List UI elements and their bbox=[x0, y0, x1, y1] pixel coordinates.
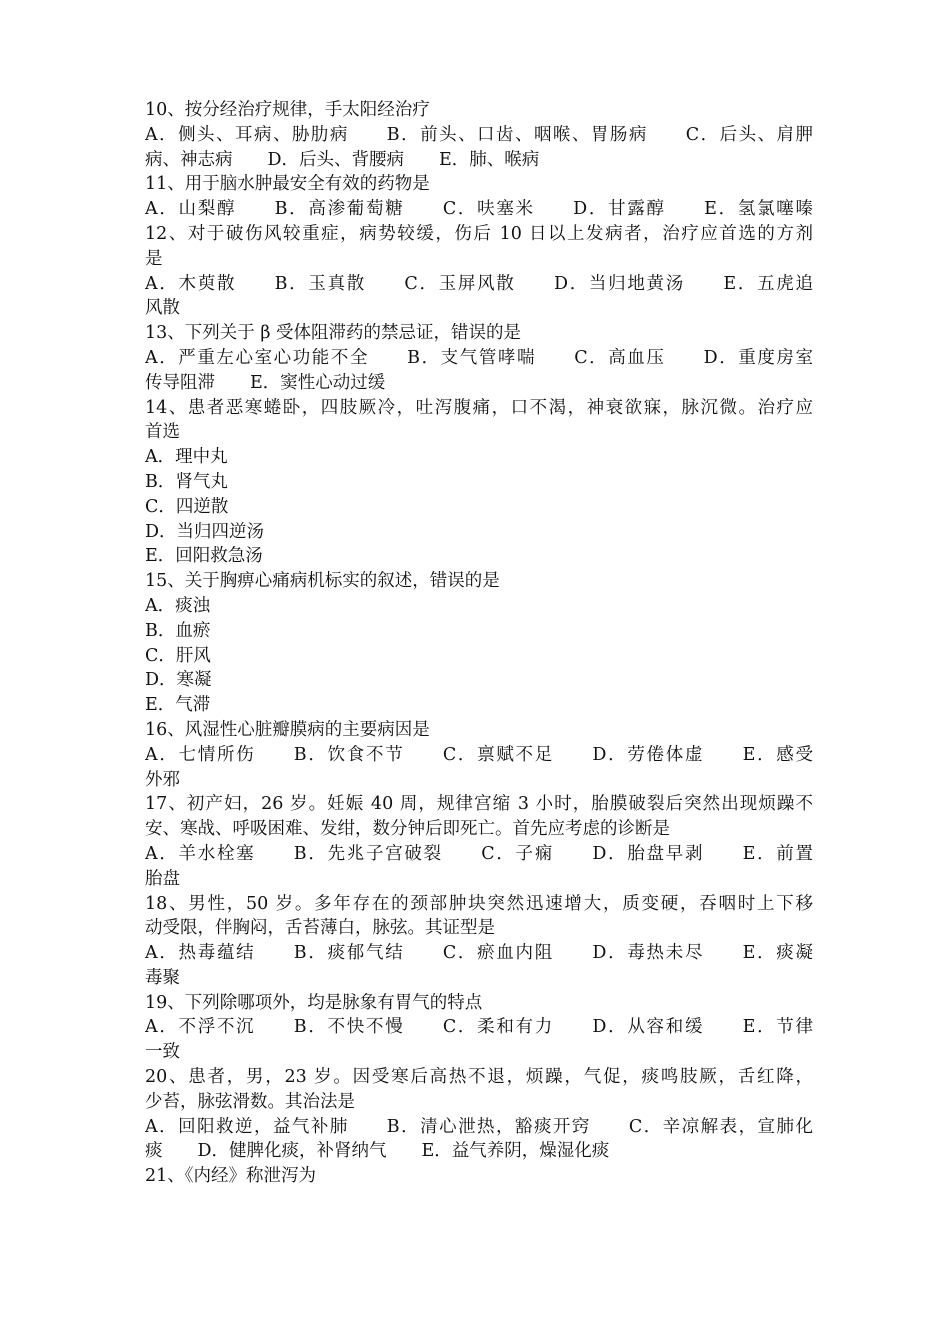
text-line: 15、关于胸痹心痛病机标实的叙述，错误的是 bbox=[145, 571, 500, 592]
text-line: 病、神志病 D．后头、背腰病 E．肺、喉病 bbox=[145, 149, 540, 170]
text-line: 14、患者恶寒蜷卧，四肢厥冷，吐泻腹痛，口不渴，神衰欲寐，脉沉微。治疗应 bbox=[145, 397, 813, 418]
text-line: 20、患者，男，23 岁。因受寒后高热不退，烦躁，气促，痰鸣肢厥，舌红降， bbox=[145, 1067, 813, 1088]
text-line: 17、初产妇，26 岁。妊娠 40 周，规律宫缩 3 小时，胎膜破裂后突然出现烦躁不 bbox=[145, 794, 813, 815]
text-line: C．四逆散 bbox=[145, 496, 229, 517]
text-line: 10、按分经治疗规律，手太阳经治疗 bbox=[145, 100, 430, 120]
text-line: A．羊水栓塞 B．先兆子宫破裂 C．子痫 D．胎盘早剥 E．前置 bbox=[145, 843, 813, 864]
text-line: 胎盘 bbox=[145, 868, 180, 889]
text-line: 毒聚 bbox=[145, 967, 180, 988]
text-line: 少苔，脉弦滑数。其治法是 bbox=[145, 1091, 355, 1112]
text-line: 安、寒战、呼吸困难、发绀，数分钟后即死亡。首先应考虑的诊断是 bbox=[145, 819, 670, 840]
text-line: 19、下列除哪项外，均是脉象有胃气的特点 bbox=[145, 992, 483, 1013]
text-line: D．当归四逆汤 bbox=[145, 521, 265, 542]
text-line: 13、下列关于 β 受体阻滞药的禁忌证，错误的是 bbox=[145, 323, 522, 344]
text-line: A．不浮不沉 B．不快不慢 C．柔和有力 D．从容和缓 E．节律 bbox=[145, 1017, 813, 1038]
text-line: A．侧头、耳病、胁肋病 B．前头、口齿、咽喉、胃肠病 C．后头、肩胛 bbox=[145, 124, 813, 145]
text-line: A．痰浊 bbox=[145, 595, 211, 616]
text-line: A．七情所伤 B．饮食不节 C．禀赋不足 D．劳倦体虚 E．感受 bbox=[145, 744, 813, 765]
document-page bbox=[145, 98, 813, 1189]
text-line: 16、风湿性心脏瓣膜病的主要病因是 bbox=[145, 719, 430, 740]
text-line: 一致 bbox=[145, 1042, 180, 1063]
text-line: D．寒凝 bbox=[145, 670, 212, 691]
text-line: A．热毒蕴结 B．痰郁气结 C．瘀血内阻 D．毒热未尽 E．痰凝 bbox=[145, 943, 813, 964]
text-line: E．气滞 bbox=[145, 695, 211, 716]
text-line: 首选 bbox=[145, 422, 180, 443]
text-line: A．木萸散 B．玉真散 C．玉屏风散 D．当归地黄汤 E．五虎追 bbox=[145, 273, 813, 294]
text-line: A．山梨醇 B．高渗葡萄糖 C．呋塞米 D．甘露醇 E．氢氯噻嗪 bbox=[145, 199, 813, 220]
text-line: B．血瘀 bbox=[145, 620, 211, 641]
text-line: A．回阳救逆，益气补肺 B．清心泄热，豁痰开窍 C．辛凉解表，宣肺化 bbox=[145, 1116, 813, 1137]
text-line: E．回阳救急汤 bbox=[145, 546, 263, 567]
text-line: A．理中丸 bbox=[145, 447, 228, 468]
text-line: 21、《内经》称泄泻为 bbox=[145, 1166, 317, 1187]
text-line: 18、男性，50 岁。多年存在的颈部肿块突然迅速增大，质变硬，吞咽时上下移 bbox=[145, 893, 813, 914]
text-line: 12、对于破伤风较重症，病势较缓，伤后 10 日以上发病者，治疗应首选的方剂 bbox=[145, 223, 813, 244]
text-line: 动受限，伴胸闷，舌苔薄白，脉弦。其证型是 bbox=[145, 918, 495, 939]
text-line: A．严重左心室心功能不全 B．支气管哮喘 C．高血压 D．重度房室 bbox=[145, 347, 813, 368]
text-line: 风散 bbox=[145, 298, 180, 319]
text-line: 痰 D．健脾化痰，补肾纳气 E．益气养阴，燥湿化痰 bbox=[145, 1141, 610, 1162]
text-line: B．肾气丸 bbox=[145, 471, 228, 492]
text-line: 是 bbox=[145, 248, 163, 269]
text-line: 传导阻滞 E．窦性心动过缓 bbox=[145, 372, 386, 393]
text-line: 11、用于脑水肿最安全有效的药物是 bbox=[145, 174, 430, 195]
text-line: C．肝风 bbox=[145, 645, 211, 666]
text-line: 外邪 bbox=[145, 769, 180, 790]
